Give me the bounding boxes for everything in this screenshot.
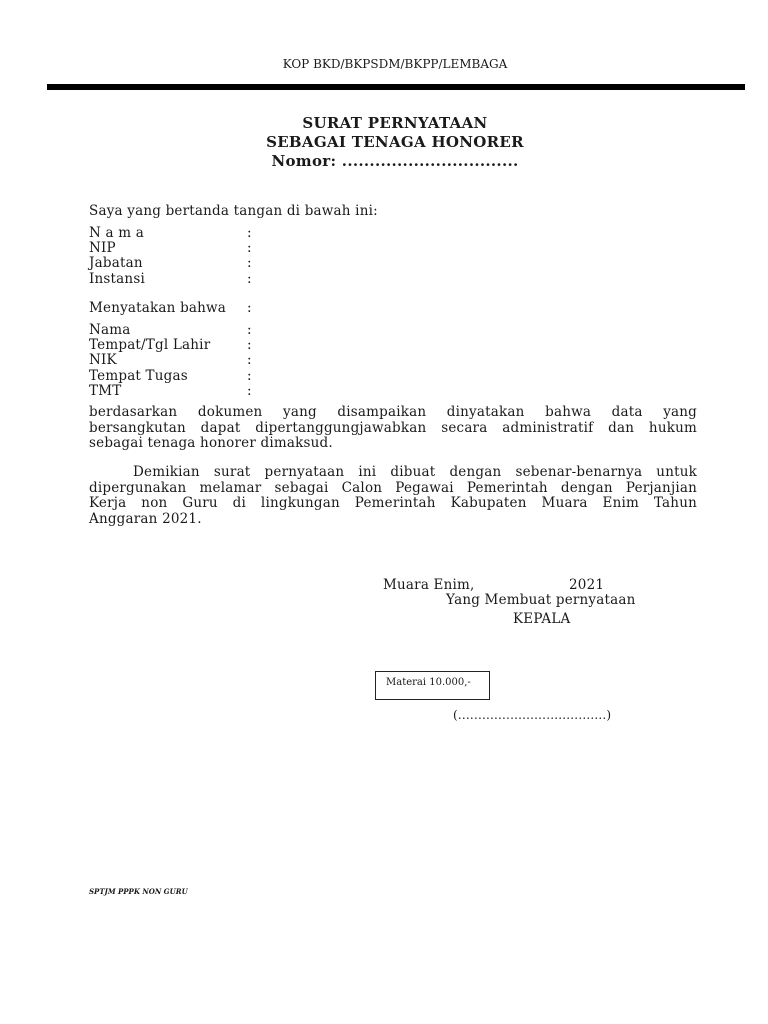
field-colon: : <box>247 271 252 287</box>
paragraph-verification <box>89 405 697 452</box>
paragraph-line: berdasarkan dokumen yang disampaikan dinyatakan bahwa data yang <box>89 404 697 420</box>
signature-name-line: (.....................................) <box>453 708 612 722</box>
footer-code: SPTJM PPPK NON GURU <box>89 887 188 896</box>
field-colon: : <box>247 255 252 271</box>
stamp-label: Materai 10.000,- <box>386 677 471 688</box>
signature-position: KEPALA <box>513 611 571 627</box>
letterhead: KOP BKD/BKPSDM/BKPP/LEMBAGA <box>282 57 508 71</box>
signature-place: Muara Enim, <box>383 577 475 593</box>
field-label-tempat-tgl-lahir: Tempat/Tgl Lahir <box>89 337 211 353</box>
paragraph-line: Kerja non Guru di lingkungan Pemerintah Kabupaten Muara Enim Tahun <box>89 495 697 511</box>
field-colon: : <box>247 337 252 353</box>
field-colon: : <box>247 352 252 368</box>
signature-maker: Yang Membuat pernyataan <box>446 592 636 608</box>
paragraph-line: Demikian surat pernyataan ini dibuat dengan sebenar-benarnya untuk <box>133 464 697 480</box>
field-label-instansi: Instansi <box>89 271 145 287</box>
field-label-tmt: TMT <box>89 383 122 399</box>
paragraph-line: sebagai tenaga honorer dimaksud. <box>89 435 333 451</box>
field-colon: : <box>247 300 252 316</box>
field-colon: : <box>247 240 252 256</box>
intro-text: Saya yang bertanda tangan di bawah ini: <box>89 203 378 219</box>
field-colon: : <box>247 225 252 241</box>
field-colon: : <box>247 383 252 399</box>
field-label-nama-honorer: Nama <box>89 322 131 338</box>
statement-label: Menyatakan bahwa <box>89 300 227 316</box>
stamp-box <box>375 671 490 700</box>
document-subtitle: SEBAGAI TENAGA HONORER <box>266 133 524 151</box>
field-label-jabatan: Jabatan <box>89 255 143 271</box>
field-colon: : <box>247 322 252 338</box>
field-label-nama: N a m a <box>89 225 144 241</box>
paragraph-line: dipergunakan melamar sebagai Calon Pegawai Pemerintah dengan Perjanjian <box>89 479 697 496</box>
field-label-nip: NIP <box>89 240 116 256</box>
paragraph-closing <box>89 465 697 527</box>
signature-year: 2021 <box>569 577 605 593</box>
document-number: Nomor: ................................ <box>271 152 519 170</box>
letterhead-divider <box>47 84 745 90</box>
paragraph-line: bersangkutan dapat dipertanggungjawabkan secara administratif dan hukum <box>89 419 697 436</box>
field-label-tempat-tugas: Tempat Tugas <box>89 368 188 384</box>
field-colon: : <box>247 368 252 384</box>
document-title: SURAT PERNYATAAN <box>302 114 488 132</box>
paragraph-line: Anggaran 2021. <box>89 510 202 527</box>
field-label-nik: NIK <box>89 352 117 368</box>
